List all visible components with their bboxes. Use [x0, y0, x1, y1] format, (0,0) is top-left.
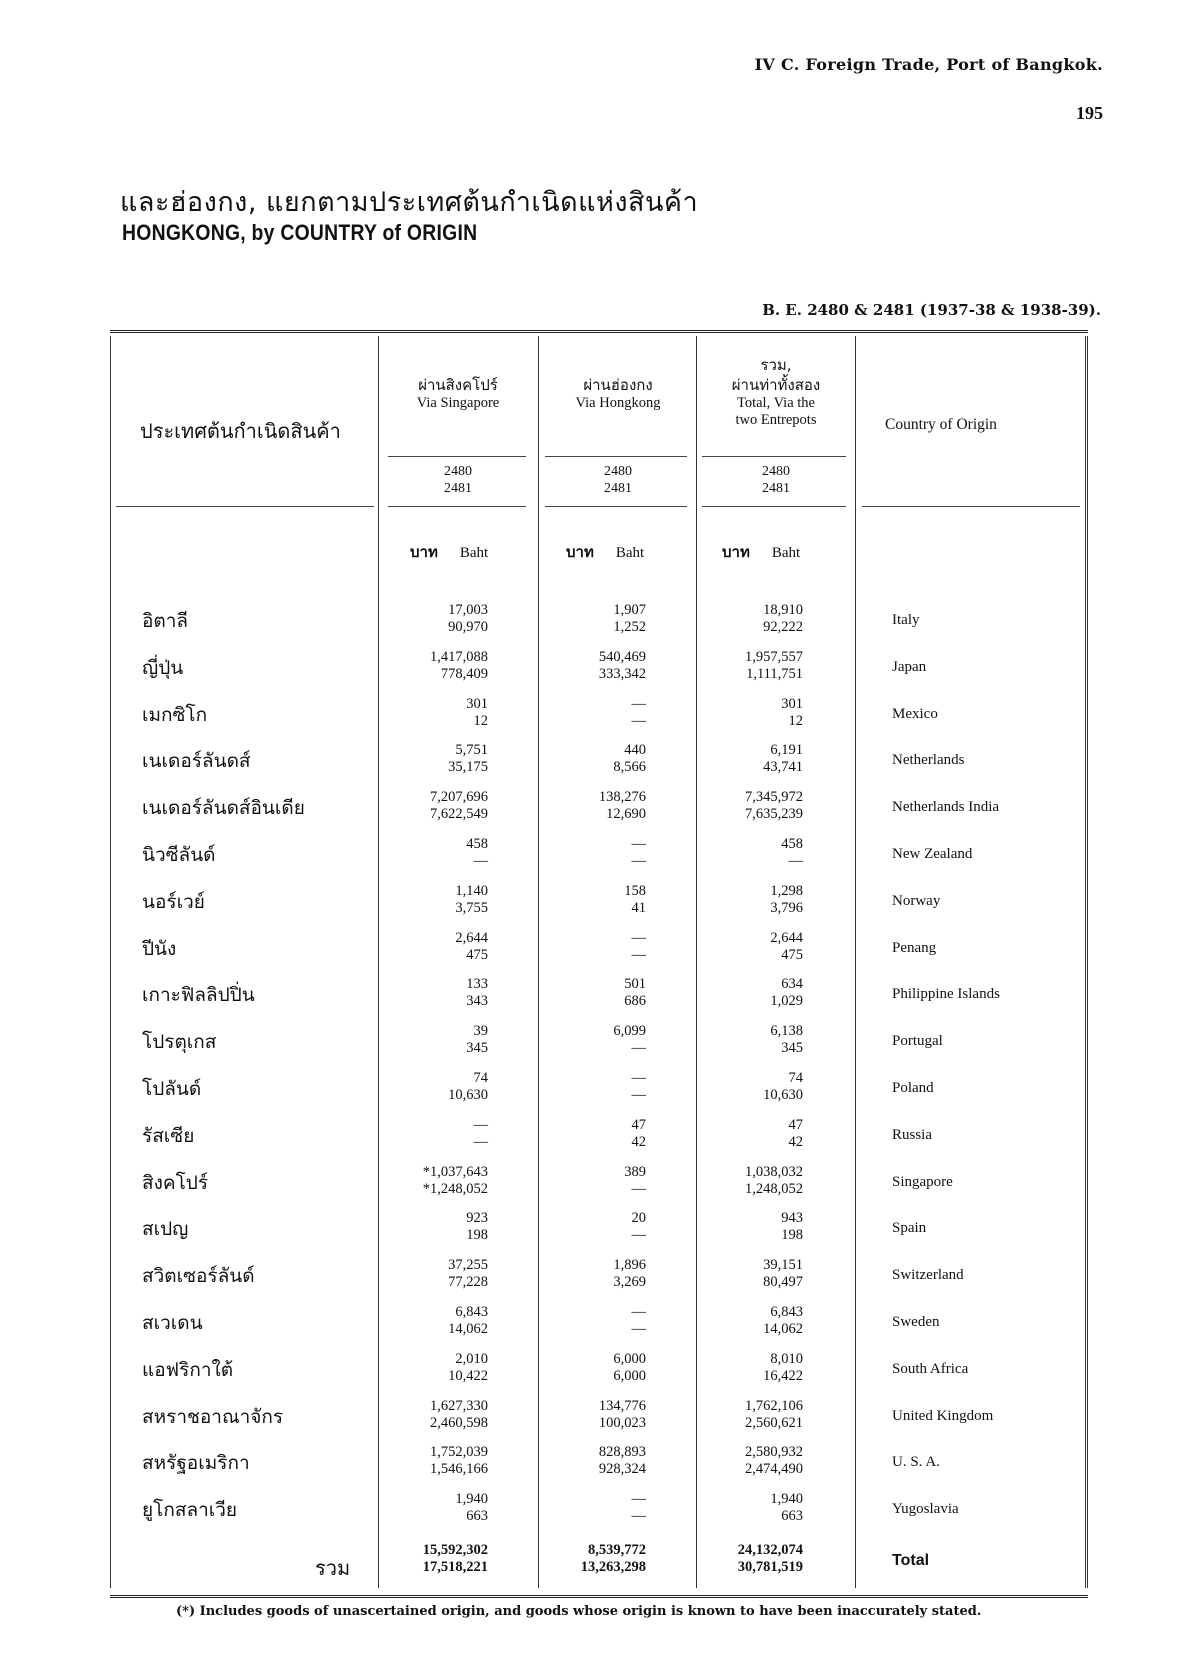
- value-2481: 475: [781, 946, 803, 963]
- value-2481: 1,252: [613, 619, 646, 635]
- table-row: [110, 785, 1088, 832]
- value-2480: 39: [473, 1023, 488, 1040]
- country-name-thai: สเปญ: [142, 1218, 189, 1241]
- value-2481: 10,630: [763, 1087, 803, 1103]
- value-2480: —: [631, 695, 646, 712]
- value-2480: 7,207,696: [430, 789, 488, 806]
- country-name-english: Italy: [892, 612, 920, 628]
- value-2481: 2,560,621: [745, 1414, 803, 1431]
- cell-singapore: [328, 696, 488, 730]
- value-2481: 3,755: [455, 899, 488, 916]
- cell-singapore: [328, 1257, 488, 1291]
- value-2481: 6,000: [613, 1367, 646, 1384]
- value-2481: 43,741: [763, 759, 803, 776]
- cell-total: [663, 883, 803, 917]
- value-2480: —: [631, 1304, 646, 1320]
- value-2480: 1,298: [770, 882, 803, 899]
- country-name-thai: เมกซิโก: [142, 703, 208, 726]
- value-2480: 6,138: [770, 1023, 803, 1040]
- country-name-english: United Kingdom: [892, 1407, 994, 1424]
- unit-label: [722, 540, 800, 564]
- cell-hongkong: [506, 1117, 646, 1151]
- value-2480: 440: [624, 742, 646, 759]
- value-2480: 301: [781, 695, 803, 712]
- country-name-thai: อิตาลี: [142, 610, 189, 632]
- value-2481: 1,248,052: [745, 1180, 803, 1197]
- cell-total: [663, 1210, 803, 1244]
- value-2480: 923: [466, 1210, 488, 1227]
- year-labels: 2480 2481: [762, 464, 790, 496]
- column-header-thai: ผ่านท่าทั้งสอง: [731, 376, 821, 394]
- value-2480: 1,940: [770, 1491, 803, 1508]
- country-name-english: Penang: [892, 939, 937, 956]
- header-rule: [545, 456, 687, 457]
- column-header-thai: รวม,: [760, 356, 792, 374]
- country-name-english: U. S. A.: [892, 1454, 940, 1471]
- cell-singapore: [328, 602, 488, 636]
- country-name-english: Netherlands: [892, 752, 965, 769]
- total-label-english: Total: [892, 1552, 930, 1569]
- column-header-thai: ผ่านฮ่องกง: [583, 376, 653, 394]
- cell-total: [663, 1444, 803, 1478]
- header-rule: [862, 506, 1080, 507]
- value-2481: 10,422: [448, 1367, 488, 1384]
- country-name-english: Sweden: [892, 1314, 940, 1330]
- cell-total: [663, 649, 803, 683]
- country-name-english: Norway: [892, 892, 941, 909]
- cell-singapore: [328, 1210, 488, 1244]
- cell-total: [663, 1351, 803, 1385]
- cell-hongkong: [506, 1398, 646, 1432]
- value-2480: 2,010: [455, 1350, 488, 1367]
- cell-singapore: [328, 1164, 488, 1198]
- cell-hongkong: [506, 930, 646, 964]
- value-2481: —: [631, 1087, 646, 1103]
- header-rule: [545, 506, 687, 507]
- country-name-thai: นอร์เวย์: [142, 890, 205, 913]
- value-2481: 42: [631, 1133, 646, 1150]
- value-2480: 634: [781, 976, 803, 993]
- value-2481: 12,690: [606, 806, 646, 823]
- column-header-hongkong: [540, 375, 696, 412]
- country-name-english: Yugoslavia: [892, 1501, 959, 1518]
- country-name-thai: เกาะฟิลลิปปิ่น: [142, 984, 255, 1007]
- total-label-thai: รวม: [315, 1556, 351, 1580]
- cell-total: [663, 789, 803, 823]
- header-rule: [116, 506, 374, 507]
- value-2481: 345: [781, 1040, 803, 1057]
- column-header-thai: ผ่านสิงคโปร์: [418, 376, 498, 394]
- country-name-english: Russia: [892, 1126, 933, 1143]
- cell-total: [663, 1164, 803, 1198]
- value-2480: 1,752,039: [430, 1444, 488, 1461]
- country-name-english: Netherlands India: [892, 799, 1000, 816]
- cell-hongkong: [506, 789, 646, 823]
- value-2481: —: [631, 946, 646, 963]
- table-row: [110, 738, 1088, 785]
- value-2480: 1,627,330: [430, 1397, 488, 1414]
- value-2481: 14,062: [763, 1321, 803, 1337]
- cell-hongkong: [506, 1491, 646, 1525]
- value-2481: —: [631, 1180, 646, 1197]
- table-row: [110, 1440, 1088, 1487]
- value-2481: 198: [781, 1227, 803, 1244]
- value-2481: 77,228: [448, 1274, 488, 1291]
- cell-hongkong: [506, 1304, 646, 1338]
- cell-hongkong: [506, 883, 646, 917]
- header-rule: [702, 506, 846, 507]
- cell-total: 24,132,074 30,781,519: [737, 1542, 803, 1575]
- unit-thai: บาท: [566, 543, 594, 561]
- column-header-total: [698, 355, 854, 429]
- value-2481: 90,970: [448, 619, 488, 635]
- cell-singapore: [328, 1398, 488, 1432]
- unit-label: [566, 540, 644, 564]
- value-2480: 47: [788, 1116, 803, 1133]
- value-2480: 1,140: [455, 882, 488, 899]
- table-row: [110, 1160, 1088, 1207]
- country-name-english: Poland: [892, 1080, 934, 1096]
- cell-hongkong: [506, 1210, 646, 1244]
- cell-singapore: [328, 1491, 488, 1525]
- value-2480: 2,644: [770, 929, 803, 946]
- value-2480: 6,843: [770, 1304, 803, 1320]
- value-2481: 10,630: [448, 1087, 488, 1103]
- column-header-singapore: [380, 375, 536, 412]
- value-2480: 39,151: [763, 1257, 803, 1274]
- country-name-thai: โปลันด์: [142, 1078, 202, 1100]
- value-2480: 6,191: [770, 742, 803, 759]
- cell-singapore: [328, 649, 488, 683]
- value-2481: 12: [473, 712, 488, 729]
- country-name-thai: เนเดอร์ลันดส์อินเดีย: [142, 797, 305, 820]
- table-row: [110, 926, 1088, 973]
- value-2481: 198: [466, 1227, 488, 1244]
- cell-hongkong: [506, 1164, 646, 1198]
- country-name-english: New Zealand: [892, 846, 973, 862]
- value-2480: 1,957,557: [745, 648, 803, 665]
- value-2480: 6,843: [455, 1304, 488, 1320]
- value-2480: 301: [466, 695, 488, 712]
- page-number: 195: [1076, 103, 1103, 123]
- country-of-origin-header: Country of Origin: [885, 416, 997, 433]
- value-2481: 7,622,549: [430, 806, 488, 823]
- cell-hongkong: [506, 696, 646, 730]
- cell-singapore: [328, 1070, 488, 1104]
- value-2480: 20: [631, 1210, 646, 1227]
- value-2481: 663: [781, 1508, 803, 1525]
- column-header-english: Via Singapore: [416, 395, 500, 411]
- value-2481: —: [631, 1227, 646, 1244]
- cell-total: [663, 1257, 803, 1291]
- value-2481: 35,175: [448, 759, 488, 776]
- value-2480: 943: [781, 1210, 803, 1227]
- table-row: [110, 598, 1088, 645]
- unit-label: [410, 540, 488, 564]
- cell-singapore: [328, 883, 488, 917]
- value-2481: 1,111,751: [746, 665, 803, 682]
- running-head: IV C. Foreign Trade, Port of Bangkok.: [754, 55, 1103, 74]
- cell-singapore: [328, 742, 488, 776]
- cell-total: [663, 1398, 803, 1432]
- cell-total: [663, 976, 803, 1010]
- period-label: B. E. 2480 & 2481 (1937-38 & 1938-39).: [762, 301, 1101, 319]
- table-row: [110, 1206, 1088, 1253]
- value-2480: 1,417,088: [430, 648, 488, 665]
- value-2481: 778,409: [440, 665, 488, 682]
- value-2481: 1,546,166: [430, 1461, 488, 1478]
- cell-singapore: [328, 1117, 488, 1151]
- value-2481: 42: [788, 1133, 803, 1150]
- value-2481: 333,342: [598, 665, 646, 682]
- cell-total: [663, 1117, 803, 1151]
- value-2480: 138,276: [598, 789, 646, 806]
- table-row: [110, 1487, 1088, 1534]
- country-name-thai: ยูโกสลาเวีย: [142, 1499, 238, 1522]
- value-2480: 501: [624, 976, 646, 993]
- cell-total: [663, 1491, 803, 1525]
- stub-header: ประเทศต้นกำเนิดสินค้า: [140, 419, 341, 443]
- value-2480: 2,580,932: [745, 1444, 803, 1461]
- value-2480: 828,893: [598, 1444, 646, 1461]
- table-row: [110, 645, 1088, 692]
- unit-thai: บาท: [410, 543, 438, 561]
- table-row: [110, 879, 1088, 926]
- value-2480: 2,644: [455, 929, 488, 946]
- cell-total: [663, 602, 803, 636]
- value-2481: 475: [466, 946, 488, 963]
- cell-hongkong: [506, 976, 646, 1010]
- country-name-thai: รัสเซีย: [142, 1124, 195, 1147]
- unit-english: Baht: [615, 545, 645, 561]
- table-row: [110, 1300, 1088, 1347]
- country-name-thai: ปีนัง: [142, 937, 177, 960]
- column-header-english: Via Hongkong: [575, 395, 661, 411]
- title-english: HONGKONG, by COUNTRY of ORIGIN: [122, 220, 478, 245]
- cell-singapore: [328, 836, 488, 870]
- value-2480: 18,910: [763, 602, 803, 618]
- cell-hongkong: 8,539,772 13,263,298: [580, 1542, 646, 1575]
- country-name-thai: แอฟริกาใต้: [142, 1358, 234, 1381]
- cell-hongkong: [506, 836, 646, 870]
- value-2480: 5,751: [455, 742, 488, 759]
- year-labels: 2480 2481: [444, 464, 472, 496]
- value-2480: —: [631, 836, 646, 852]
- value-2480: 389: [624, 1163, 646, 1180]
- cell-total: [663, 696, 803, 730]
- cell-total: [663, 836, 803, 870]
- country-name-thai: สเวเดน: [142, 1312, 203, 1334]
- table-row: [110, 1394, 1088, 1441]
- value-2480: 47: [631, 1116, 646, 1133]
- country-name-english: Japan: [892, 658, 927, 675]
- value-2481: 663: [466, 1508, 488, 1525]
- cell-singapore: [328, 1351, 488, 1385]
- country-name-thai: สหราชอาณาจักร: [142, 1405, 284, 1428]
- total-row: [110, 1538, 1088, 1585]
- value-2481: 928,324: [598, 1461, 646, 1478]
- value-2480: *1,037,643: [422, 1163, 488, 1180]
- country-name-english: South Africa: [892, 1360, 969, 1377]
- value-2481: —: [631, 1508, 646, 1525]
- country-name-thai: สวิตเซอร์ลันด์: [142, 1265, 255, 1288]
- value-2481: 41: [631, 899, 646, 916]
- value-2481: —: [631, 853, 646, 869]
- country-name-thai: ญี่ปุ่น: [142, 656, 184, 679]
- cell-hongkong: [506, 1351, 646, 1385]
- value-2480: —: [631, 929, 646, 946]
- header-rule: [388, 506, 526, 507]
- value-2480: —: [631, 1491, 646, 1508]
- table-row: [110, 1347, 1088, 1394]
- unit-english: Baht: [459, 545, 489, 561]
- unit-thai: บาท: [722, 543, 750, 561]
- cell-total: [663, 1023, 803, 1057]
- header-rule: [388, 456, 526, 457]
- table-row: [110, 972, 1088, 1019]
- country-name-english: Philippine Islands: [892, 986, 1000, 1003]
- table-row: [110, 1066, 1088, 1113]
- cell-total: [663, 930, 803, 964]
- table-row: [110, 1019, 1088, 1066]
- cell-singapore: [328, 789, 488, 823]
- table-row: [110, 1113, 1088, 1160]
- country-name-english: Spain: [892, 1220, 927, 1237]
- cell-hongkong: [506, 602, 646, 636]
- value-2481: 8,566: [613, 759, 646, 776]
- value-2481: 2,474,490: [745, 1461, 803, 1478]
- value-2480: 6,099: [613, 1023, 646, 1040]
- header-rule: [702, 456, 846, 457]
- value-2480: 8,010: [770, 1350, 803, 1367]
- cell-total: [663, 1304, 803, 1338]
- value-2480: 1,907: [613, 602, 646, 618]
- value-2481: 14,062: [448, 1321, 488, 1337]
- table-row: [110, 832, 1088, 879]
- country-name-thai: เนเดอร์ลันดส์: [142, 750, 251, 773]
- cell-singapore: 15,592,302 17,518,221: [422, 1542, 488, 1575]
- footnote: (*) Includes goods of unascertained origin, and goods whose origin is known to have been inaccurately stated.: [176, 1604, 982, 1619]
- column-header-english: two Entrepots: [735, 412, 817, 428]
- country-name-english: Portugal: [892, 1033, 943, 1050]
- country-name-english: Mexico: [892, 705, 938, 722]
- value-2480: 37,255: [448, 1257, 488, 1274]
- country-name-thai: นิวซีลันด์: [142, 844, 216, 866]
- cell-singapore: [328, 930, 488, 964]
- cell-singapore: [328, 1304, 488, 1338]
- value-2480: 540,469: [598, 648, 646, 665]
- value-2481: 16,422: [763, 1367, 803, 1384]
- cell-hongkong: [506, 649, 646, 683]
- value-2481: 12: [788, 712, 803, 729]
- cell-singapore: [328, 976, 488, 1010]
- value-2481: 92,222: [763, 619, 803, 635]
- table-row: [110, 692, 1088, 739]
- value-2480: 158: [624, 882, 646, 899]
- cell-hongkong: [506, 1444, 646, 1478]
- value-2480: 74: [473, 1070, 488, 1086]
- value-2481: —: [788, 853, 803, 869]
- value-2480: —: [631, 1070, 646, 1086]
- cell-hongkong: [506, 1257, 646, 1291]
- value-2480: 458: [781, 836, 803, 852]
- value-2480: 74: [788, 1070, 803, 1086]
- value-2480: 1,896: [613, 1257, 646, 1274]
- country-name-thai: โปรตุเกส: [142, 1031, 217, 1054]
- value-2480: 133: [466, 976, 488, 993]
- cell-hongkong: [506, 1070, 646, 1104]
- value-2481: 80,497: [763, 1274, 803, 1291]
- value-2481: —: [631, 1321, 646, 1337]
- value-2481: 3,269: [613, 1274, 646, 1291]
- value-2481: 100,023: [598, 1414, 646, 1431]
- country-name-english: Switzerland: [892, 1267, 964, 1284]
- country-name-thai: สิงคโปร์: [142, 1171, 209, 1194]
- value-2481: *1,248,052: [422, 1180, 488, 1197]
- cell-hongkong: [506, 1023, 646, 1057]
- value-2481: 3,796: [770, 899, 803, 916]
- value-2481: 343: [466, 993, 488, 1010]
- value-2481: 686: [624, 993, 646, 1010]
- value-2481: —: [631, 1040, 646, 1057]
- value-2481: 7,635,239: [745, 806, 803, 823]
- unit-english: Baht: [771, 545, 801, 561]
- column-header-english: Total, Via the: [737, 395, 815, 411]
- value-2480: —: [473, 1116, 488, 1133]
- value-2480: 1,038,032: [745, 1163, 803, 1180]
- year-labels: 2480 2481: [604, 464, 632, 496]
- value-2480: 6,000: [613, 1350, 646, 1367]
- value-2480: 17,003: [448, 602, 488, 618]
- table-row: [110, 1253, 1088, 1300]
- value-2481: —: [631, 712, 646, 729]
- value-2481: 2,460,598: [430, 1414, 488, 1431]
- value-2480: 7,345,972: [745, 789, 803, 806]
- value-2481: 345: [466, 1040, 488, 1057]
- value-2480: 1,762,106: [745, 1397, 803, 1414]
- value-2481: 1,029: [770, 993, 803, 1010]
- title-thai: และฮ่องกง, แยกตามประเทศต้นกำเนิดแห่งสินค้า: [120, 187, 699, 218]
- cell-singapore: [328, 1023, 488, 1057]
- cell-total: [663, 742, 803, 776]
- cell-total: [663, 1070, 803, 1104]
- value-2480: 1,940: [455, 1491, 488, 1508]
- value-2480: 134,776: [598, 1397, 646, 1414]
- value-2481: —: [473, 1133, 488, 1150]
- value-2481: —: [473, 853, 488, 869]
- cell-singapore: [328, 1444, 488, 1478]
- cell-hongkong: [506, 742, 646, 776]
- country-name-thai: สหรัฐอเมริกา: [142, 1452, 250, 1475]
- country-name-english: Singapore: [892, 1173, 953, 1190]
- value-2480: 458: [466, 836, 488, 852]
